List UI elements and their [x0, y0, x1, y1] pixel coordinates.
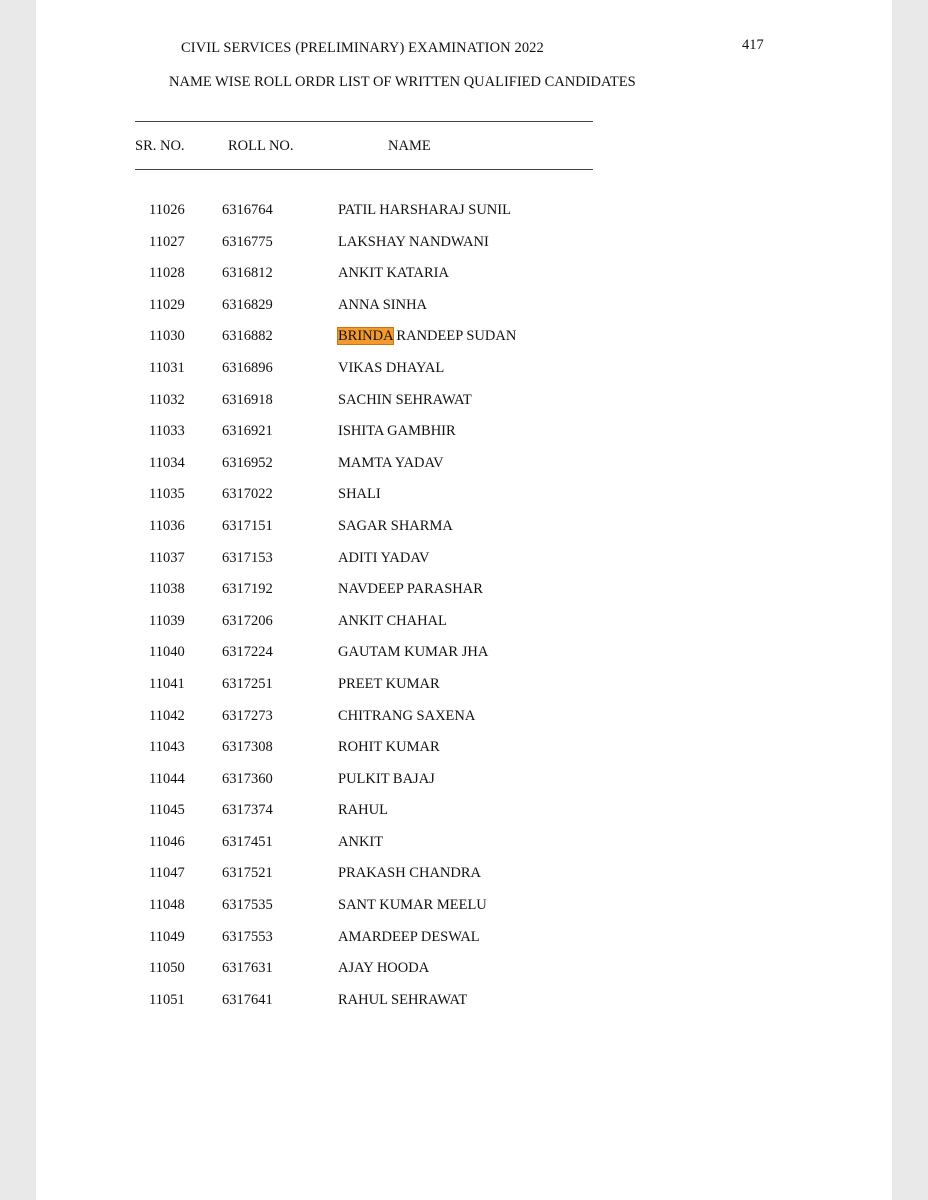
roll-no-cell: 6317521 [222, 865, 273, 882]
name-cell: LAKSHAY NANDWANI [338, 233, 489, 250]
roll-no-cell: 6317451 [222, 833, 273, 850]
roll-no-cell: 6316921 [222, 423, 273, 440]
table-row [36, 392, 892, 424]
name-cell: ADITI YADAV [338, 549, 430, 566]
sr-no-cell: 11048 [149, 897, 185, 914]
roll-no-cell: 6317360 [222, 770, 273, 787]
name-cell: ANNA SINHA [338, 296, 428, 313]
roll-no-cell: 6316775 [222, 233, 273, 250]
sr-no-cell: 11028 [149, 265, 185, 282]
table-row [36, 771, 892, 803]
sr-no-cell: 11043 [149, 739, 185, 756]
name-cell: ROHIT KUMAR [338, 739, 440, 756]
sr-no-cell: 11035 [149, 486, 185, 503]
roll-no-cell: 6317153 [222, 549, 273, 566]
sr-no-cell: 11037 [149, 549, 185, 566]
sr-no-cell: 11050 [149, 960, 185, 977]
table-row [36, 802, 892, 834]
table-row [36, 455, 892, 487]
roll-no-cell: 6317022 [222, 486, 273, 503]
table-row [36, 518, 892, 550]
roll-no-cell: 6317535 [222, 897, 273, 914]
table-row [36, 644, 892, 676]
roll-no-cell: 6317224 [222, 644, 273, 661]
roll-no-cell: 6316896 [222, 359, 273, 376]
table-row [36, 234, 892, 266]
name-cell: ISHITA GAMBHIR [338, 423, 456, 440]
roll-no-cell: 6317206 [222, 612, 273, 629]
table-row [36, 550, 892, 582]
sr-no-cell: 11038 [149, 581, 185, 598]
sr-no-cell: 11041 [149, 675, 185, 692]
name-rest: RANDEEP SUDAN [392, 328, 517, 345]
roll-no-cell: 6317641 [222, 991, 273, 1008]
sr-no-cell: 11042 [149, 707, 185, 724]
table-row [36, 297, 892, 329]
column-header-roll-no: ROLL NO. [228, 138, 294, 154]
name-cell: SANT KUMAR MEELU [338, 897, 487, 914]
name-cell: ANKIT KATARIA [338, 265, 449, 282]
sr-no-cell: 11044 [149, 770, 185, 787]
sr-no-cell: 11033 [149, 423, 185, 440]
table-row [36, 202, 892, 234]
table-row-highlighted [36, 328, 892, 360]
sr-no-cell: 11049 [149, 928, 185, 945]
name-cell: VIKAS DHAYAL [338, 359, 445, 376]
name-cell: PATIL HARSHARAJ SUNIL [338, 202, 511, 218]
table-row [36, 834, 892, 866]
table-row [36, 360, 892, 392]
sr-no-cell: 11034 [149, 454, 185, 471]
column-header-name: NAME [388, 138, 431, 154]
header-rule-top [135, 121, 593, 122]
name-cell: PREET KUMAR [338, 675, 440, 692]
roll-no-cell: 6316764 [222, 202, 273, 218]
document-page [36, 0, 892, 1200]
sr-no-cell: 11032 [149, 391, 185, 408]
sr-no-cell: 11036 [149, 517, 185, 534]
sr-no-cell: 11045 [149, 802, 185, 819]
roll-no-cell: 6316952 [222, 454, 273, 471]
table-row [36, 613, 892, 645]
sr-no-cell: 11030 [149, 328, 185, 345]
table-row [36, 960, 892, 992]
sr-no-cell: 11027 [149, 233, 185, 250]
sr-no-cell: 11040 [149, 644, 185, 661]
roll-no-cell: 6316829 [222, 296, 273, 313]
table-row [36, 423, 892, 455]
sr-no-cell: 11026 [149, 202, 185, 218]
candidate-list [36, 202, 892, 1023]
column-header-sr-no: SR. NO. [135, 138, 185, 154]
name-cell: SACHIN SEHRAWAT [338, 391, 472, 408]
name-cell: GAUTAM KUMAR JHA [338, 644, 489, 661]
table-row [36, 739, 892, 771]
roll-no-cell: 6317251 [222, 675, 273, 692]
table-row [36, 865, 892, 897]
name-cell: ANKIT [338, 833, 384, 850]
roll-no-cell: 6317631 [222, 960, 273, 977]
sr-no-cell: 11047 [149, 865, 185, 882]
roll-no-cell: 6317553 [222, 928, 273, 945]
roll-no-cell: 6317273 [222, 707, 273, 724]
name-cell: ANKIT CHAHAL [338, 612, 447, 629]
sr-no-cell: 11029 [149, 296, 185, 313]
name-cell: PULKIT BAJAJ [338, 770, 435, 787]
name-cell: RAHUL [338, 802, 388, 819]
table-row [36, 676, 892, 708]
sr-no-cell: 11046 [149, 833, 185, 850]
name-cell: AMARDEEP DESWAL [338, 928, 480, 945]
sr-no-cell: 11051 [149, 991, 185, 1008]
name-cell: SAGAR SHARMA [338, 517, 453, 534]
sr-no-cell: 11039 [149, 612, 185, 629]
name-cell: SHALI [338, 486, 381, 503]
name-cell: MAMTA YADAV [338, 454, 444, 471]
roll-no-cell: 6317374 [222, 802, 273, 819]
table-row [36, 992, 892, 1024]
roll-no-cell: 6317151 [222, 517, 273, 534]
sr-no-cell: 11031 [149, 359, 185, 376]
page-number: 417 [742, 37, 764, 53]
search-highlight[interactable]: BRINDA [338, 328, 393, 345]
table-row [36, 581, 892, 613]
roll-no-cell: 6317192 [222, 581, 273, 598]
exam-title: CIVIL SERVICES (PRELIMINARY) EXAMINATION 2022 [181, 40, 544, 56]
roll-no-cell: 6316812 [222, 265, 273, 282]
name-cell: RAHUL SEHRAWAT [338, 991, 468, 1008]
name-cell: AJAY HOODA [338, 960, 430, 977]
roll-no-cell: 6317308 [222, 739, 273, 756]
name-cell: PRAKASH CHANDRA [338, 865, 482, 882]
table-row [36, 708, 892, 740]
roll-no-cell: 6316882 [222, 328, 273, 345]
roll-no-cell: 6316918 [222, 391, 273, 408]
table-row [36, 929, 892, 961]
name-cell: NAVDEEP PARASHAR [338, 581, 483, 598]
header-rule-bottom [135, 169, 593, 170]
name-cell: CHITRANG SAXENA [338, 707, 476, 724]
list-title: NAME WISE ROLL ORDR LIST OF WRITTEN QUALIFIED CANDIDATES [169, 74, 636, 90]
name-cell [338, 328, 516, 345]
table-row [36, 486, 892, 518]
table-row [36, 897, 892, 929]
table-row [36, 265, 892, 297]
